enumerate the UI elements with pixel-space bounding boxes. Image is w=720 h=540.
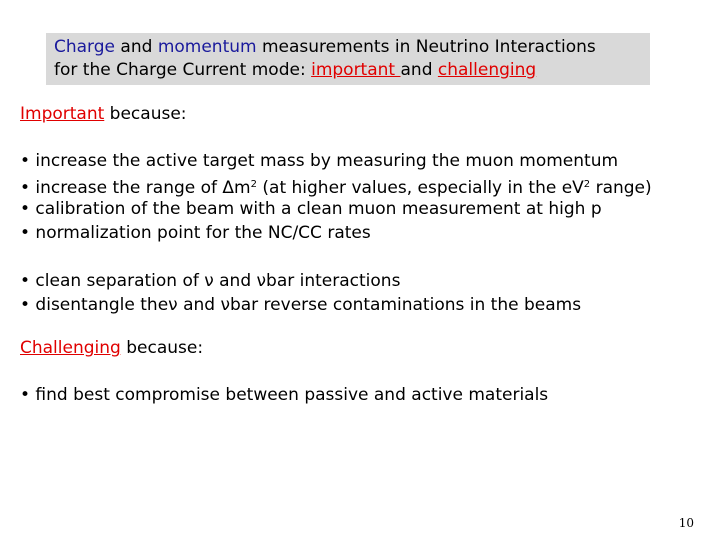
title-line2-prefix: for the Charge Current mode: — [54, 60, 312, 80]
title-and-1: and — [115, 37, 158, 57]
important-heading — [20, 103, 187, 125]
title-important: important — [311, 60, 401, 80]
challenging-rest: because: — [120, 338, 204, 358]
bullet-disentangle: • disentangle theν and νbar reverse contaminations in the beams — [20, 295, 582, 315]
bullet-range — [20, 174, 652, 199]
bullet-compromise: • find best compromise between passive and active materials — [20, 385, 549, 405]
sup-2a: 2 — [250, 179, 257, 190]
bullet-calibration: • calibration of the beam with a clean muon measurement at high p — [20, 199, 602, 219]
title-line-1 — [54, 36, 642, 59]
challenging-heading — [20, 337, 203, 359]
challenging-word: Challenging — [20, 338, 121, 358]
title-line-2 — [54, 59, 642, 82]
bullet-range-pre: • increase the range of — [20, 178, 223, 198]
page-number: 10 — [678, 516, 694, 530]
title-box — [46, 33, 650, 85]
title-charge: Charge — [54, 37, 116, 57]
bullet-range-mid: (at higher values, especially in the eV — [257, 178, 584, 198]
bullet-range-post: range) — [590, 178, 652, 198]
sup-2b: 2 — [583, 179, 591, 190]
bullet-normalization: • normalization point for the NC/CC rates — [20, 223, 371, 243]
title-momentum: momentum — [157, 37, 257, 57]
important-rest: because: — [104, 104, 187, 124]
delta-m-symbol: Δm — [222, 178, 251, 198]
title-and-2: and — [400, 60, 438, 80]
important-word: Important — [20, 104, 105, 124]
bullet-clean-separation: • clean separation of ν and νbar interactions — [20, 271, 401, 291]
bullet-target-mass: • increase the active target mass by measuring the muon momentum — [20, 151, 619, 171]
title-line1-rest: measurements in Neutrino Interactions — [256, 37, 596, 57]
title-challenging: challenging — [437, 60, 537, 80]
